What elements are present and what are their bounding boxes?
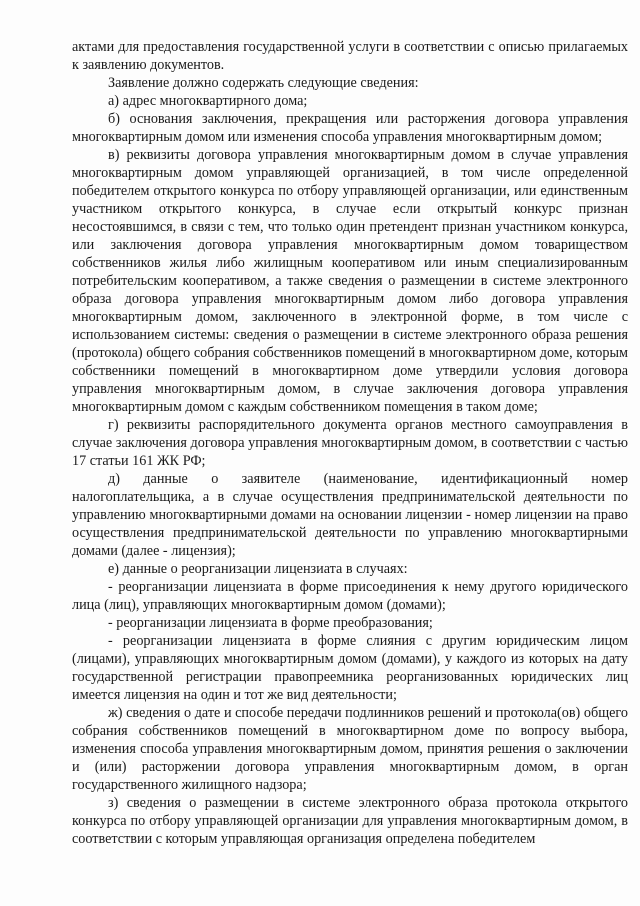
paragraph-item-g: г) реквизиты распорядительного документа органов местного самоуправления в случае заключения договора управления многоквартирным домом, в соответствии с частью 17 статьи 161 ЖК РФ; — [72, 417, 628, 469]
paragraph-intro-continuation: актами для предоставления государственной услуги в соответствии с описью прилагаемых к заявлению документов. — [72, 39, 628, 73]
paragraph-item-e: е) данные о реорганизации лицензиата в случаях: — [108, 561, 408, 577]
paragraph-item-v: в) реквизиты договора управления многоквартирным домом в случае управления многоквартирным домом управляющей организацией, в том числе определенной победителем открытого конкурса по отбору управляющей организации, или единственным участником открытого конкурса, в случае если открытый конкурс признан несостоявшимся, в связи с тем, что только один претендент признан участником конкурса, или заключения договора управления многоквартирным домом товариществом собственников жилья либо жилищным кооперативом или иным специализированным потребительским кооперативом, а также сведения о размещении в системе электронного образа договора управления многоквартирным домом либо договора управления многоквартирным домом, заключенного в электронной форме, в том числе с использованием системы: сведения о размещении в системе электронного образа решения (протокола) общего собрания собственников помещений в многоквартирном доме, которым собственники помещений в многоквартирном доме утвердили условия договора управления многоквартирным домом, в случае заключения договора управления многоквартирным домом с каждым собственником помещения в таком доме; — [72, 147, 628, 415]
document-body — [72, 38, 628, 848]
paragraph-item-e-sub-1: - реорганизации лицензиата в форме присоединения к нему другого юридического лица (лиц), управляющих многоквартирным домом (домами); — [72, 579, 628, 613]
paragraph-requirements-heading: Заявление должно содержать следующие сведения: — [108, 75, 419, 91]
paragraph-item-e-sub-2: - реорганизации лицензиата в форме преобразования; — [108, 615, 433, 631]
paragraph-item-b: б) основания заключения, прекращения или расторжения договора управления многоквартирным домом или изменения способа управления многоквартирным домом; — [72, 111, 628, 145]
paragraph-item-zh: ж) сведения о дате и способе передачи подлинников решений и протокола(ов) общего собрания собственников помещений в многоквартирном доме по вопросу выбора, изменения способа управления многоквартирным домом, принятия решения о заключении и (или) расторжении договора управления многоквартирным домом, в орган государственного жилищного надзора; — [72, 705, 628, 793]
paragraph-item-d: д) данные о заявителе (наименование, идентификационный номер налогоплательщика, а в случае осуществления предпринимательской деятельности по управлению многоквартирными домами на основании лицензии - номер лицензии на право осуществления предпринимательской деятельности по управлению многоквартирными домами (далее - лицензия); — [72, 471, 628, 559]
paragraph-item-z: з) сведения о размещении в системе электронного образа протокола открытого конкурса по отбору управляющей организации для управления многоквартирным домом, в соответствии с которым управляющая организация определена победителем — [72, 795, 628, 847]
paragraph-item-e-sub-3: - реорганизации лицензиата в форме слияния с другим юридическим лицом (лицами), управляющих многоквартирным домом (домами), у каждого из которых на дату государственной регистрации правопреемника реорганизованных юридических лиц имеется лицензия на один и тот же вид деятельности; — [72, 633, 628, 703]
paragraph-item-a: а) адрес многоквартирного дома; — [108, 93, 308, 109]
